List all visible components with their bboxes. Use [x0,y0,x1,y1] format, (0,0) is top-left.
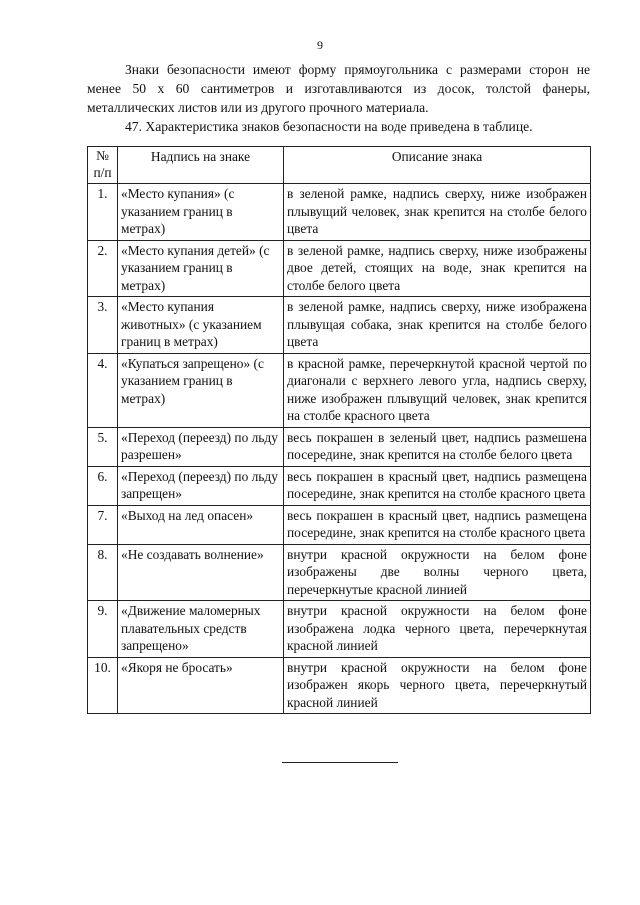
row-number: 5. [88,427,118,466]
row-number: 6. [88,466,118,505]
safety-signs-table [87,146,591,714]
table-row [88,240,591,297]
row-sign-name: «Переход (переезд) по льду разрешен» [118,427,284,466]
row-sign-description: в красной рамке, перечеркнутой красной чертой по диагонали с верхнего левого угла, надпись сверху, ниже изображен плывущий человек, знак крепится на столбе красного цвета [284,353,591,427]
table-row [88,657,591,714]
row-sign-name: «Купаться запрещено» (с указанием границ в метрах) [118,353,284,427]
header-number-symbol: № [96,148,109,163]
row-sign-name: «Якоря не бросать» [118,657,284,714]
header-number [88,147,118,184]
table-row [88,427,591,466]
intro-paragraph: 47. Характеристика знаков безопасности на воде приведена в таблице. [125,119,533,134]
row-number: 8. [88,544,118,601]
row-number: 4. [88,353,118,427]
header-sign-name: Надпись на знаке [118,147,284,184]
row-sign-name: «Не создавать волнение» [118,544,284,601]
row-number: 10. [88,657,118,714]
row-sign-description: в зеленой рамке, надпись сверху, ниже изображена плывущая собака, знак крепится на столбе белого цвета [284,297,591,354]
table-row [88,466,591,505]
header-number-abbr: п/п [93,164,112,180]
end-divider [282,762,398,763]
intro-paragraph: Знаки безопасности имеют форму прямоугольника с размерами сторон не менее 50 х 60 сантиметров и изготавливаются из досок, толстой фанеры, металлических листов или из другого прочного материала. [87,62,590,115]
table-row [88,297,591,354]
row-number: 2. [88,240,118,297]
row-number: 1. [88,184,118,241]
row-sign-description: внутри красной окружности на белом фоне изображен якорь черного цвета, перечеркнутый красной линией [284,657,591,714]
table-row [88,544,591,601]
row-sign-name: «Место купания детей» (с указанием границ в метрах) [118,240,284,297]
row-number: 7. [88,505,118,544]
intro-text [87,60,590,136]
table-row [88,184,591,241]
row-sign-name: «Выход на лед опасен» [118,505,284,544]
row-sign-name: «Место купания животных» (с указанием границ в метрах) [118,297,284,354]
row-sign-description: в зеленой рамке, надпись сверху, ниже изображены двое детей, стоящих на воде, знак крепится на столбе белого цвета [284,240,591,297]
row-number: 9. [88,601,118,658]
table-row [88,505,591,544]
table-header-row [88,147,591,184]
row-sign-description: внутри красной окружности на белом фоне изображена лодка черного цвета, перечеркнутая красной линией [284,601,591,658]
page-number: 9 [317,38,323,52]
row-sign-description: весь покрашен в красный цвет, надпись размещена посередине, знак крепится на столбе красного цвета [284,505,591,544]
row-sign-description: в зеленой рамке, надпись сверху, ниже изображен плывущий человек, знак крепится на столбе белого цвета [284,184,591,241]
row-sign-name: «Место купания» (с указанием границ в метрах) [118,184,284,241]
table-row [88,353,591,427]
row-sign-description: весь покрашен в красный цвет, надпись размещена посередине, знак крепится на столбе красного цвета [284,466,591,505]
row-sign-description: весь покрашен в зеленый цвет, надпись размешена посередине, знак крепится на столбе белого цвета [284,427,591,466]
row-number: 3. [88,297,118,354]
row-sign-description: внутри красной окружности на белом фоне изображены две волны черного цвета, перечеркнутые красной линией [284,544,591,601]
row-sign-name: «Движение маломерных плавательных средств запрещено» [118,601,284,658]
row-sign-name: «Переход (переезд) по льду запрещен» [118,466,284,505]
table-row [88,601,591,658]
header-sign-description: Описание знака [284,147,591,184]
